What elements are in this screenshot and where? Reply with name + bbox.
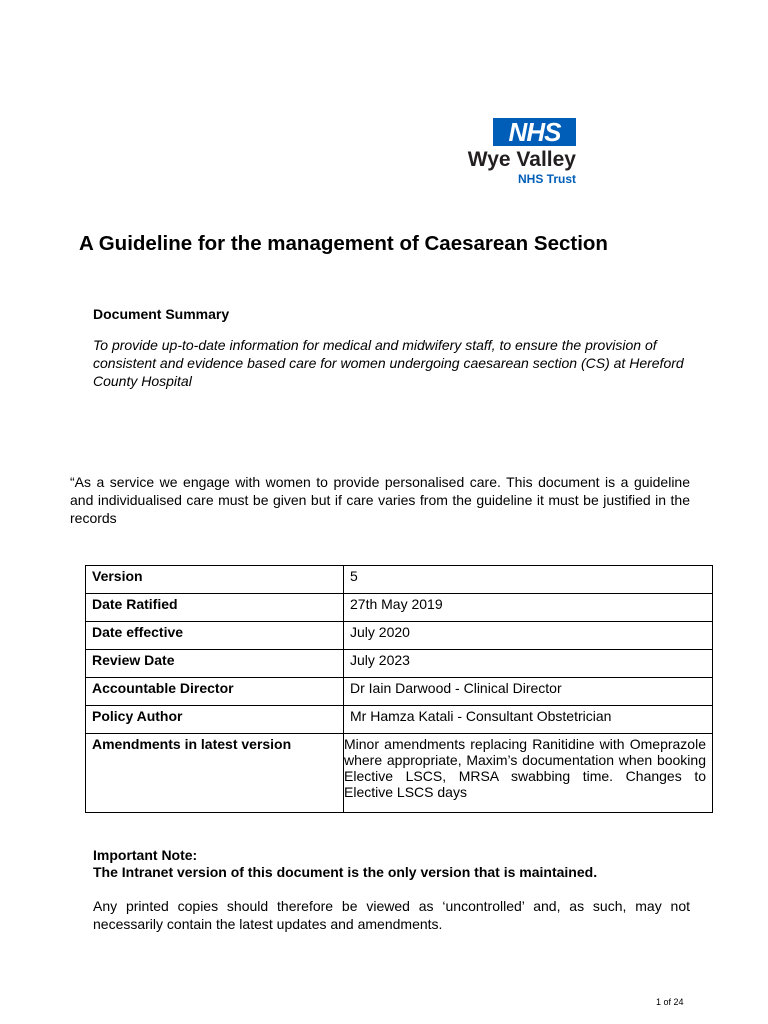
row-value: July 2023 [344, 650, 713, 678]
row-label: Amendments in latest version [86, 734, 344, 813]
row-label: Date effective [86, 622, 344, 650]
summary-text: To provide up-to-date information for medical and midwifery staff, to ensure the provision of consistent and evidence based care for women undergoing caesarean section (CS) at Hereford County Hospital [93, 337, 684, 389]
row-label: Review Date [86, 650, 344, 678]
row-value: 5 [344, 566, 713, 594]
table-row [86, 706, 713, 734]
row-value: July 2020 [344, 622, 713, 650]
table-row [86, 678, 713, 706]
nhs-badge [493, 118, 576, 146]
table-row [86, 650, 713, 678]
document-info-table [85, 565, 713, 813]
row-label: Date Ratified [86, 594, 344, 622]
printed-copies-note: Any printed copies should therefore be viewed as ‘uncontrolled’ and, as such, may not necessarily contain the latest updates and amendments. [93, 898, 690, 932]
table-row [86, 594, 713, 622]
row-label: Policy Author [86, 706, 344, 734]
row-value: 27th May 2019 [344, 594, 713, 622]
important-note-text: The Intranet version of this document is the only version that is maintained. [93, 864, 598, 880]
row-value: Dr Iain Darwood - Clinical Director [344, 678, 713, 706]
row-label: Version [86, 566, 344, 594]
row-label: Accountable Director [86, 678, 344, 706]
row-value: Mr Hamza Katali - Consultant Obstetrician [344, 706, 713, 734]
service-statement: “As a service we engage with women to provide personalised care. This document is a guideline and individualised care must be given but if care varies from the guideline it must be justified in the records [70, 474, 690, 526]
trust-subtitle: NHS Trust [517, 172, 576, 186]
document-title: A Guideline for the management of Caesarean Section [79, 232, 608, 255]
table-row [86, 622, 713, 650]
trust-name: Wye Valley [467, 148, 576, 171]
page-number: 1 of 24 [656, 997, 684, 1007]
summary-heading: Document Summary [93, 306, 230, 322]
important-note-heading: Important Note: [93, 847, 198, 863]
nhs-logo [438, 118, 578, 188]
table-row [86, 734, 713, 813]
row-value: Minor amendments replacing Ranitidine with Omeprazole where appropriate, Maxim’s documentation when booking Elective LSCS, MRSA swabbing time. Changes to Elective LSCS days [344, 734, 713, 813]
important-note [93, 847, 693, 881]
table-row [86, 566, 713, 594]
nhs-badge-text: NHS [508, 117, 561, 147]
